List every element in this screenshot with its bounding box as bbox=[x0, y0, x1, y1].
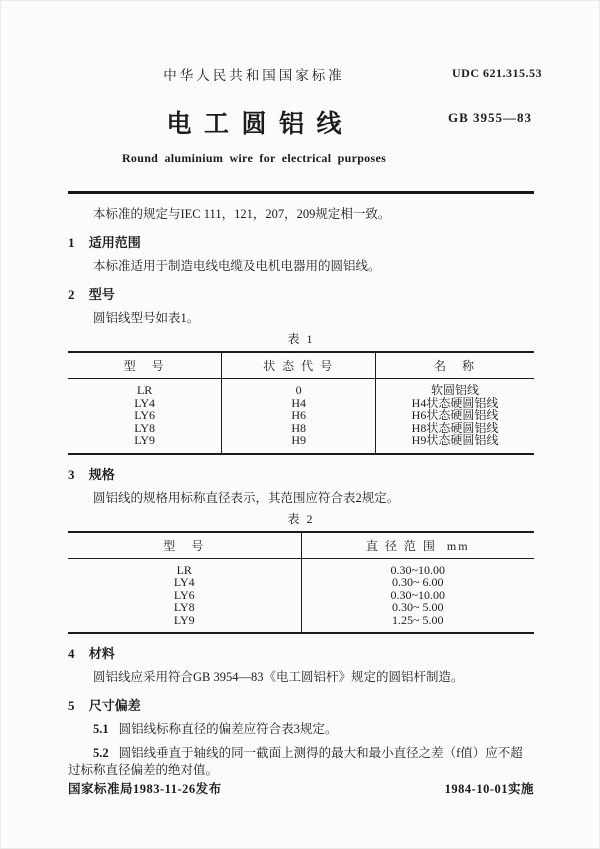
clause-5-2 bbox=[68, 745, 534, 779]
section-5-title: 尺寸偏差 bbox=[88, 698, 141, 713]
clause-5-2-text: 圆铝线垂直于轴线的同一截面上测得的最大和最小直径之差（f值）应不超过标称直径偏差的绝对值。 bbox=[68, 746, 523, 777]
section-3-number: 3 bbox=[68, 466, 75, 482]
section-2-body: 圆铝线型号如表1。 bbox=[93, 311, 200, 325]
cell-name: H4状态硬圆铝线 bbox=[376, 397, 534, 410]
section-1-number: 1 bbox=[68, 235, 75, 250]
table-row bbox=[68, 409, 534, 422]
section-1-heading bbox=[68, 234, 534, 251]
table-1-caption: 表 1 bbox=[287, 332, 315, 346]
section-4-title: 材料 bbox=[88, 646, 115, 661]
cell-type: LR bbox=[176, 562, 192, 577]
section-4-heading bbox=[68, 645, 534, 662]
cell-type: LY4 bbox=[173, 575, 195, 589]
header-divider bbox=[68, 191, 534, 194]
cell-type: LY6 bbox=[173, 587, 195, 602]
table-row bbox=[68, 589, 534, 602]
intro-paragraph: 本标准的规定与IEC 111，121，207，209规定相一致。 bbox=[93, 207, 391, 221]
clause-5-1-text: 圆铝线标称直径的偏差应符合表3规定。 bbox=[118, 722, 338, 736]
section-2-number: 2 bbox=[68, 287, 75, 302]
section-1-title: 适用范围 bbox=[88, 235, 141, 250]
cell-diameter-range: 0.30~ 5.00 bbox=[301, 601, 534, 614]
table-1 bbox=[68, 351, 534, 455]
header-center-block bbox=[82, 64, 426, 166]
cell-type: LY9 bbox=[173, 612, 195, 627]
standard-number: GB 3955—83 bbox=[447, 110, 532, 125]
cell-name: H8状态硬圆铝线 bbox=[376, 422, 534, 435]
cell-state-code: H8 bbox=[222, 422, 376, 435]
section-3-title: 规格 bbox=[88, 466, 115, 482]
cell-diameter-range: 1.25~ 5.00 bbox=[301, 614, 534, 634]
cell-name: H6状态硬圆铝线 bbox=[376, 409, 534, 422]
section-4-body: 圆铝线应采用符合GB 3954—83《电工圆铝杆》规定的圆铝杆制造。 bbox=[93, 670, 464, 684]
cell-state-code: H4 bbox=[222, 397, 376, 410]
table-row bbox=[68, 434, 534, 454]
table-2 bbox=[68, 531, 534, 635]
table-row bbox=[68, 614, 534, 634]
table-row bbox=[68, 601, 534, 614]
table-row bbox=[68, 558, 534, 576]
cell-diameter-range: 0.30~ 6.00 bbox=[301, 576, 534, 589]
table-2-header-diameter-range: 直 径 范 围 mm bbox=[301, 532, 534, 559]
document-header bbox=[68, 64, 542, 166]
section-5-heading bbox=[68, 697, 534, 714]
cell-state-code: 0 bbox=[222, 379, 376, 397]
cell-type: LR bbox=[136, 383, 153, 397]
section-2-title: 型号 bbox=[88, 287, 115, 302]
cell-type: LY8 bbox=[134, 420, 156, 435]
clause-5-1-number: 5.1 bbox=[93, 722, 109, 736]
english-title: Round aluminium wire for electrical purposes bbox=[121, 151, 387, 165]
cell-name: H9状态硬圆铝线 bbox=[376, 434, 534, 454]
section-3-heading bbox=[68, 466, 534, 483]
udc-number: UDC 621.315.53 bbox=[452, 66, 542, 80]
section-5-number: 5 bbox=[68, 698, 75, 713]
cell-name: 软圆铝线 bbox=[376, 379, 534, 397]
table-2-header-row bbox=[68, 532, 534, 559]
table-1-header-type: 型 号 bbox=[68, 352, 222, 379]
section-2-heading bbox=[68, 286, 534, 303]
table-2-header-type: 型 号 bbox=[68, 532, 301, 559]
cell-type: LY8 bbox=[173, 600, 195, 614]
cell-diameter-range: 0.30~10.00 bbox=[301, 558, 534, 576]
table-1-header-name: 名 称 bbox=[376, 352, 534, 379]
cell-state-code: H9 bbox=[222, 434, 376, 454]
implementation-date: 1984-10-01实施 bbox=[444, 782, 534, 796]
clause-5-2-number: 5.2 bbox=[93, 746, 109, 760]
national-standard-label: 中华人民共和国国家标准 bbox=[163, 68, 345, 83]
issued-by-date: 国家标准局1983-11-26发布 bbox=[68, 782, 222, 796]
cell-diameter-range: 0.30~10.00 bbox=[301, 589, 534, 602]
document-title: 电工圆铝线 bbox=[166, 111, 354, 138]
cell-type: LY6 bbox=[134, 408, 156, 422]
table-1-header-row bbox=[68, 352, 534, 379]
table-row bbox=[68, 379, 534, 397]
table-2-caption: 表 2 bbox=[287, 511, 315, 526]
cell-state-code: H6 bbox=[222, 409, 376, 422]
section-4-number: 4 bbox=[68, 646, 75, 661]
document-footer bbox=[68, 779, 534, 797]
cell-type: LY9 bbox=[134, 433, 156, 447]
table-row bbox=[68, 576, 534, 589]
cell-type: LY4 bbox=[134, 395, 156, 410]
clause-5-1 bbox=[68, 721, 534, 738]
section-3-body: 圆铝线的规格用标称直径表示，其范围应符合表2规定。 bbox=[93, 490, 400, 505]
section-1-body: 本标准适用于制造电线电缆及电机电器用的圆铝线。 bbox=[93, 259, 381, 273]
table-1-header-state-code: 状 态 代 号 bbox=[222, 352, 376, 379]
